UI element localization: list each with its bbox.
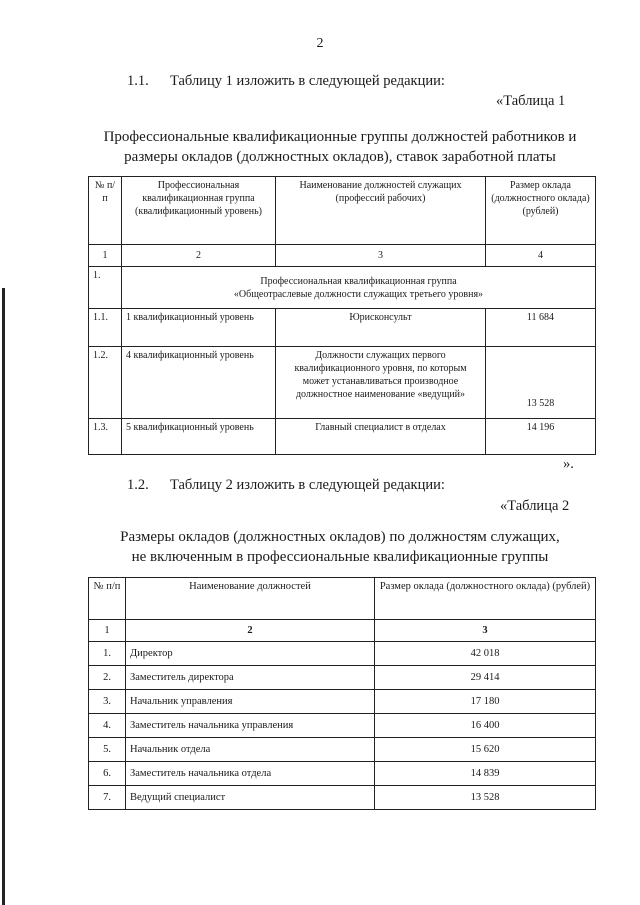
table1-label: «Таблица 1	[496, 93, 566, 109]
table1-closing: ».	[563, 456, 574, 472]
row-name: Начальник отдела	[126, 738, 375, 762]
table1-colnum-3: 3	[276, 245, 486, 267]
table1-colnum-row	[89, 245, 596, 267]
row-num: 2.	[89, 666, 126, 690]
row-num: 4.	[89, 714, 126, 738]
row-salary: 14 196	[486, 419, 596, 455]
table1-header-group: Профессиональная квалификационная группа (квалификационный уровень)	[122, 177, 276, 245]
table2-header-name: Наименование должностей	[126, 578, 375, 620]
row-num: 1.	[89, 642, 126, 666]
table1-group-line2: «Общеотраслевые должности служащих третьего уровня»	[233, 288, 484, 300]
row-name: Директор	[126, 642, 375, 666]
row-name: Ведущий специалист	[126, 786, 375, 810]
table1-group-row	[89, 267, 596, 309]
table-row	[89, 666, 596, 690]
table1	[88, 176, 596, 455]
row-positions: Должности служащих первого квалификационного уровня, по которым может устанавливаться производное должностное наименование «ведущий»	[276, 347, 486, 419]
table2-header-num: № п/п	[89, 578, 126, 620]
table2-colnum-2: 2	[126, 620, 375, 642]
table1-title-line2: размеры окладов (должностных окладов), ставок заработной платы	[124, 149, 556, 165]
table1-group-num: 1.	[89, 267, 122, 309]
row-salary: 15 620	[375, 738, 596, 762]
table1-title-line1: Профессиональные квалификационные группы должностей работников и	[103, 129, 577, 145]
table1-group-title	[122, 267, 596, 309]
table1-title	[60, 127, 620, 167]
table1-colnum-4: 4	[486, 245, 596, 267]
table2-colnum-row	[89, 620, 596, 642]
row-salary: 16 400	[375, 714, 596, 738]
table-row	[89, 690, 596, 714]
table-row	[89, 309, 596, 347]
table-row	[89, 419, 596, 455]
table1-header-row	[89, 177, 596, 245]
row-name: Заместитель директора	[126, 666, 375, 690]
row-positions: Главный специалист в отделах	[276, 419, 486, 455]
table2-title	[60, 527, 620, 567]
row-salary: 42 018	[375, 642, 596, 666]
table2-title-line2: не включенным в профессиональные квалификационные группы	[131, 549, 549, 565]
table-row	[89, 714, 596, 738]
table1-colnum-1: 1	[89, 245, 122, 267]
row-salary: 17 180	[375, 690, 596, 714]
row-positions: Юрисконсульт	[276, 309, 486, 347]
table2-label: «Таблица 2	[500, 498, 570, 514]
table1-header-salary: Размер оклада (должностного оклада) (рублей)	[486, 177, 596, 245]
table2-title-line1: Размеры окладов (должностных окладов) по должностям служащих,	[120, 529, 560, 545]
table2-colnum-1: 1	[89, 620, 126, 642]
row-num: 5.	[89, 738, 126, 762]
scan-edge-line	[2, 288, 5, 905]
row-num: 1.2.	[89, 347, 122, 419]
row-salary: 13 528	[375, 786, 596, 810]
row-level: 1 квалификационный уровень	[122, 309, 276, 347]
table1-header-num: № п/п	[89, 177, 122, 245]
table1-colnum-2: 2	[122, 245, 276, 267]
section1-text: Таблицу 1 изложить в следующей редакции:	[170, 73, 445, 89]
row-salary: 11 684	[486, 309, 596, 347]
table-row	[89, 786, 596, 810]
row-name: Заместитель начальника отдела	[126, 762, 375, 786]
table2	[88, 577, 596, 810]
table2-colnum-3: 3	[375, 620, 596, 642]
row-name: Начальник управления	[126, 690, 375, 714]
row-salary: 14 839	[375, 762, 596, 786]
section2-number: 1.2.	[127, 477, 149, 493]
row-num: 1.1.	[89, 309, 122, 347]
table2-header-salary: Размер оклада (должностного оклада) (рублей)	[375, 578, 596, 620]
row-level: 5 квалификационный уровень	[122, 419, 276, 455]
row-num: 6.	[89, 762, 126, 786]
row-level: 4 квалификационный уровень	[122, 347, 276, 419]
table-row	[89, 738, 596, 762]
table-row	[89, 347, 596, 419]
section2-text: Таблицу 2 изложить в следующей редакции:	[170, 477, 445, 493]
section1-number: 1.1.	[127, 73, 149, 89]
table1-header-positions: Наименование должностей служащих (профессий рабочих)	[276, 177, 486, 245]
row-num: 7.	[89, 786, 126, 810]
row-salary: 13 528	[486, 347, 596, 419]
table-row	[89, 642, 596, 666]
table1-group-line1: Профессиональная квалификационная группа	[260, 275, 457, 287]
table-row	[89, 762, 596, 786]
row-salary: 29 414	[375, 666, 596, 690]
table2-header-row	[89, 578, 596, 620]
page-number: 2	[316, 36, 324, 51]
row-name: Заместитель начальника управления	[126, 714, 375, 738]
row-num: 3.	[89, 690, 126, 714]
row-num: 1.3.	[89, 419, 122, 455]
